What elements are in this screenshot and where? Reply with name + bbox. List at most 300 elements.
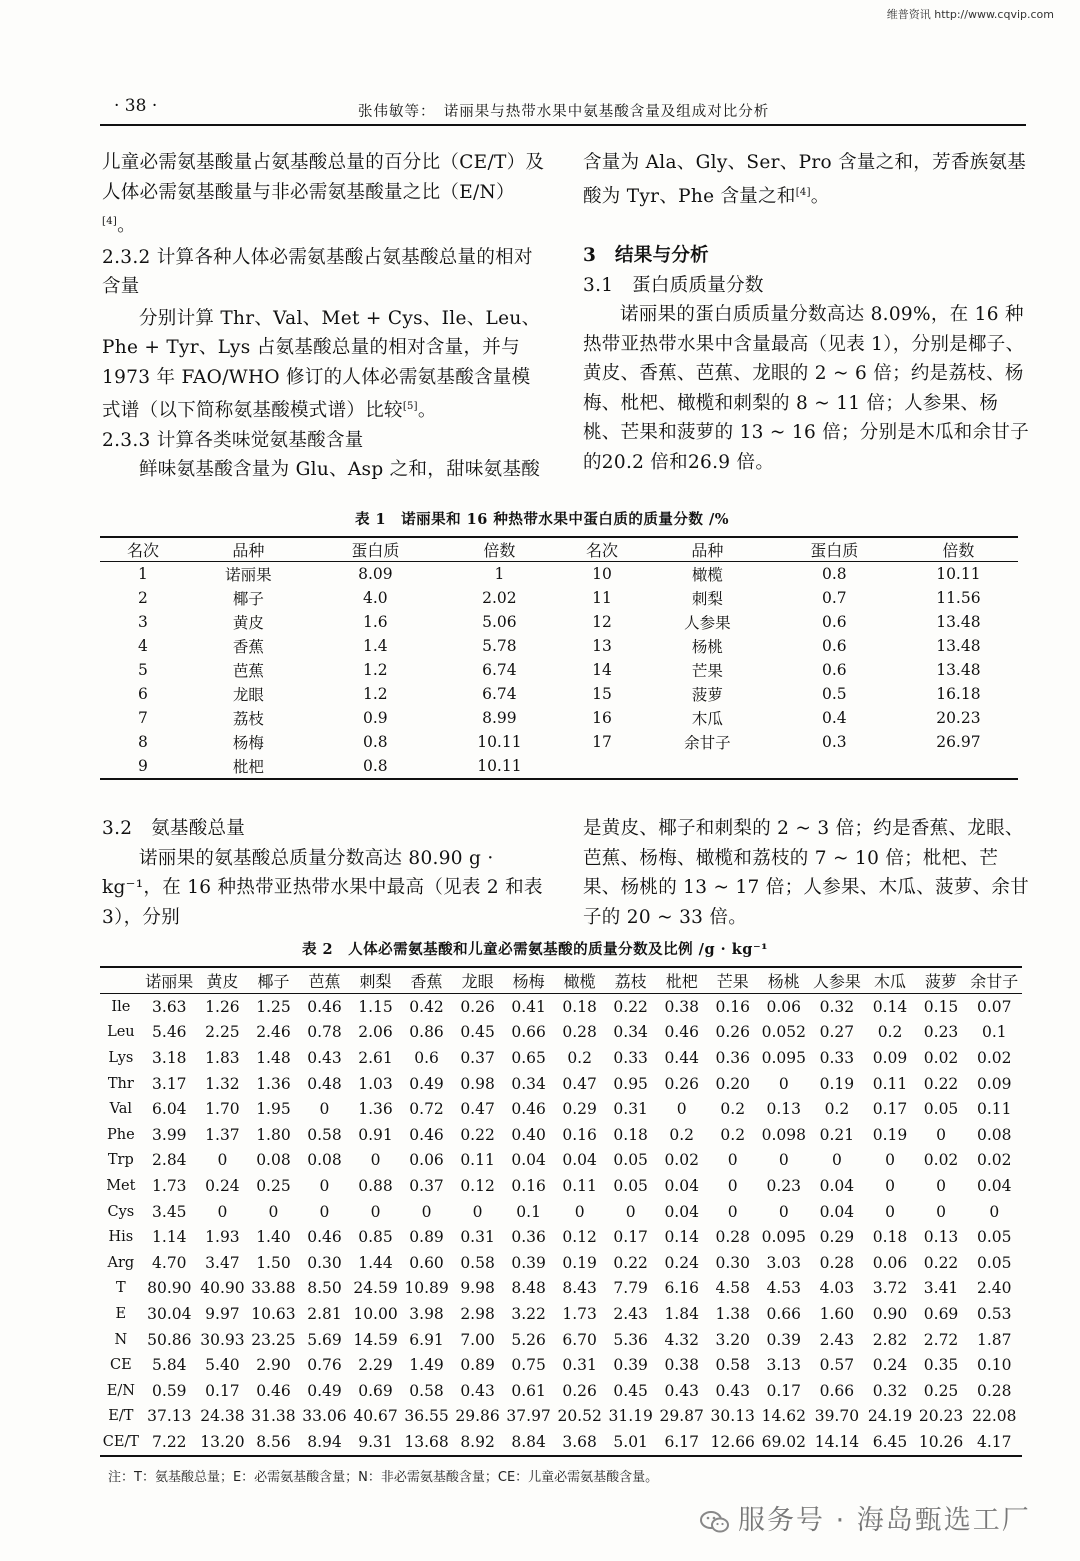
table2-header-cell: 枇杷 bbox=[656, 967, 707, 994]
table2-row-label: E/T bbox=[108, 1408, 134, 1425]
table2-cell: 3.22 bbox=[511, 1304, 546, 1323]
table2-cell: 0.2 bbox=[877, 1023, 903, 1042]
table2-cell: 0.39 bbox=[613, 1356, 648, 1375]
table1-cell: 10.11 bbox=[477, 757, 522, 775]
table1-cell: 13.48 bbox=[936, 661, 981, 679]
table2-cell: 0.69 bbox=[358, 1381, 393, 1400]
table2-cell: 0.76 bbox=[307, 1356, 342, 1375]
table2-cell: 6.91 bbox=[409, 1330, 444, 1349]
table2-cell: 0.46 bbox=[664, 1023, 699, 1042]
running-title: 张伟敏等： 诺丽果与热带水果中氨基酸含量及组成对比分析 bbox=[358, 104, 770, 120]
table2-cell: 0.11 bbox=[562, 1176, 597, 1195]
table2-cell: 5.01 bbox=[613, 1432, 648, 1451]
table2-cell: 1.15 bbox=[358, 997, 393, 1016]
table2-cell: 0 bbox=[885, 1151, 895, 1170]
table2-cell: 6.45 bbox=[872, 1432, 908, 1451]
table2-cell: 3.63 bbox=[152, 997, 187, 1016]
table2-cell: 0.37 bbox=[460, 1048, 495, 1067]
table2-cell: 0.40 bbox=[511, 1125, 546, 1144]
table2-cell: 0 bbox=[319, 1202, 330, 1221]
table2-cell: 0.09 bbox=[872, 1048, 908, 1067]
table2-cell: 0.25 bbox=[923, 1381, 959, 1400]
table2-cell: 0.18 bbox=[872, 1228, 908, 1247]
table2-cell: 0.17 bbox=[613, 1228, 648, 1247]
table1-cell: 6.74 bbox=[482, 685, 517, 703]
table2-cell: 0.08 bbox=[307, 1151, 342, 1170]
table2-cell: 1.73 bbox=[152, 1176, 187, 1195]
table1-cell bbox=[770, 754, 899, 779]
table1-cell: 黄皮 bbox=[232, 614, 264, 632]
table2-cell: 0.24 bbox=[664, 1253, 699, 1272]
table2-cell: 40.90 bbox=[200, 1279, 245, 1298]
table2-cell: 0.11 bbox=[977, 1100, 1012, 1119]
table2-cell: 3.03 bbox=[766, 1253, 802, 1272]
section-3-2-left bbox=[102, 814, 548, 932]
table2-cell: 0.26 bbox=[664, 1074, 699, 1093]
table1-cell: 5 bbox=[138, 661, 148, 679]
table2-cell: 0.06 bbox=[766, 997, 802, 1016]
table2-cell: 0.65 bbox=[511, 1048, 546, 1067]
citation: [4] bbox=[795, 186, 811, 198]
table2-cell: 6.04 bbox=[152, 1100, 187, 1119]
table2-cell: 0.47 bbox=[562, 1074, 597, 1093]
table2-cell: 0.43 bbox=[715, 1381, 750, 1400]
table2-cell: 0.05 bbox=[977, 1228, 1012, 1247]
table2 bbox=[100, 966, 1022, 1457]
table2-row bbox=[100, 994, 1022, 1020]
table2-cell: 39.70 bbox=[814, 1407, 860, 1426]
table2-cell: 0 bbox=[574, 1202, 585, 1221]
table2-cell: 0.90 bbox=[872, 1304, 908, 1323]
table2-cell: 0.72 bbox=[409, 1100, 444, 1119]
table1-cell: 8.09 bbox=[358, 565, 393, 583]
table1-cell: 10 bbox=[592, 565, 612, 583]
citation: [5] bbox=[402, 401, 418, 413]
table2-cell: 0.47 bbox=[460, 1100, 495, 1119]
table1-cell: 0.6 bbox=[821, 661, 847, 679]
table2-cell: 0.98 bbox=[460, 1074, 495, 1093]
table2-cell: 0.38 bbox=[664, 1356, 699, 1375]
table2-cell: 24.38 bbox=[200, 1407, 245, 1426]
table2-cell: 0.08 bbox=[256, 1151, 291, 1170]
table2-cell: 1.25 bbox=[256, 997, 291, 1016]
table2-cell: 0.46 bbox=[511, 1100, 546, 1119]
table2-cell: 0.85 bbox=[358, 1228, 393, 1247]
table1-cell: 人参果 bbox=[684, 614, 731, 632]
table1-cell: 0.6 bbox=[821, 613, 847, 631]
table2-row bbox=[100, 1096, 1022, 1122]
table2-cell: 0 bbox=[319, 1100, 330, 1119]
table1-cell: 2 bbox=[138, 589, 148, 607]
table2-row-label: E bbox=[115, 1305, 127, 1322]
table2-header-cell: 刺梨 bbox=[350, 967, 401, 994]
brand-label: 服务号 · 海岛甄选工厂 bbox=[738, 1505, 1031, 1536]
table2-cell: 0.43 bbox=[664, 1381, 699, 1400]
table2-cell: 0.26 bbox=[715, 1023, 750, 1042]
table2-cell: 7.00 bbox=[460, 1330, 495, 1349]
table2-header-cell: 荔枝 bbox=[605, 967, 656, 994]
table1-row bbox=[100, 610, 1018, 634]
table1-cell: 3 bbox=[138, 613, 148, 631]
table2-cell: 0.46 bbox=[307, 1228, 342, 1247]
table2-row bbox=[100, 1301, 1022, 1327]
table2-row bbox=[100, 1352, 1022, 1378]
subsection-heading: 2.3.3 计算各类味觉氨基酸含量 bbox=[102, 429, 364, 451]
table1-header-cell: 蛋白质 bbox=[311, 537, 440, 562]
table2-cell: 0.21 bbox=[819, 1125, 855, 1144]
table2-row bbox=[100, 1429, 1022, 1456]
table1-cell: 16 bbox=[592, 709, 612, 727]
table1-cell: 木瓜 bbox=[691, 710, 723, 728]
table2-cell: 0.04 bbox=[819, 1202, 855, 1221]
table2-cell: 0.19 bbox=[819, 1074, 855, 1093]
subsection-heading: 3.1 蛋白质质量分数 bbox=[583, 274, 764, 296]
table2-cell: 0.04 bbox=[562, 1151, 597, 1170]
table2-cell: 31.38 bbox=[251, 1407, 296, 1426]
table2-cell: 30.13 bbox=[710, 1407, 755, 1426]
table2-cell: 0 bbox=[217, 1151, 228, 1170]
table2-cell: 0.17 bbox=[766, 1381, 802, 1400]
table2-cell: 5.69 bbox=[307, 1330, 342, 1349]
table1-cell: 13.48 bbox=[936, 613, 981, 631]
table2-cell: 0.13 bbox=[766, 1100, 802, 1119]
table2-header-cell: 木瓜 bbox=[865, 967, 916, 994]
paragraph: 含量为 Ala、Gly、Ser、Pro 含量之和，芳香族氨基酸为 Tyr、Phe 含量之和[4]。 bbox=[583, 152, 1027, 207]
table1-cell: 2.02 bbox=[482, 589, 517, 607]
table2-cell: 0.28 bbox=[819, 1253, 855, 1272]
table2-cell: 0.31 bbox=[460, 1228, 495, 1247]
table2-cell: 0.48 bbox=[307, 1074, 342, 1093]
table2-cell: 0.04 bbox=[977, 1176, 1012, 1195]
table2-cell: 10.63 bbox=[251, 1304, 296, 1323]
table2-cell: 0.46 bbox=[409, 1125, 444, 1144]
table2-cell: 0.25 bbox=[256, 1176, 291, 1195]
table2-cell: 0.24 bbox=[205, 1176, 240, 1195]
table2-cell: 2.61 bbox=[358, 1048, 393, 1067]
table2-cell: 0 bbox=[885, 1202, 895, 1221]
table2-cell: 0.13 bbox=[923, 1228, 959, 1247]
table2-cell: 3.41 bbox=[923, 1279, 959, 1298]
table2-cell: 1.44 bbox=[358, 1253, 393, 1272]
table1-cell: 橄榄 bbox=[691, 566, 723, 584]
table2-cell: 0.44 bbox=[664, 1048, 699, 1067]
table2-cell: 2.06 bbox=[358, 1023, 393, 1042]
table2-caption: 表 2 人体必需氨基酸和儿童必需氨基酸的质量分数及比例 /g · kg⁻¹ bbox=[302, 941, 768, 958]
table2-cell: 0.36 bbox=[511, 1228, 546, 1247]
table2-cell: 1.37 bbox=[205, 1125, 240, 1144]
table2-cell: 0.10 bbox=[977, 1356, 1012, 1375]
table2-cell: 0.31 bbox=[613, 1100, 648, 1119]
table2-cell: 7.79 bbox=[613, 1279, 648, 1298]
table2-cell: 0.28 bbox=[562, 1023, 597, 1042]
table2-cell: 0.46 bbox=[307, 997, 342, 1016]
table2-cell: 0.61 bbox=[511, 1381, 546, 1400]
table1-cell: 13.48 bbox=[936, 637, 981, 655]
table2-cell: 0.45 bbox=[613, 1381, 648, 1400]
table2-cell: 0.11 bbox=[872, 1074, 908, 1093]
table2-cell: 13.68 bbox=[404, 1432, 449, 1451]
table2-cell: 0.29 bbox=[562, 1100, 597, 1119]
table2-cell: 0.05 bbox=[613, 1176, 648, 1195]
table2-cell: 0.6 bbox=[414, 1048, 439, 1067]
table2-cell: 0.2 bbox=[669, 1125, 695, 1144]
table2-cell: 33.88 bbox=[251, 1279, 296, 1298]
table2-cell: 0.66 bbox=[819, 1381, 855, 1400]
table2-cell: 0.31 bbox=[562, 1356, 597, 1375]
table1-cell bbox=[899, 754, 1018, 779]
table1-row bbox=[100, 754, 1018, 779]
table2-cell: 0.43 bbox=[307, 1048, 342, 1067]
table2-cell: 0.39 bbox=[511, 1253, 546, 1272]
table1-row bbox=[100, 586, 1018, 610]
table2-cell: 0.59 bbox=[152, 1381, 187, 1400]
table1-cell: 8.99 bbox=[482, 709, 517, 727]
table2-cell: 0.04 bbox=[511, 1151, 546, 1170]
table2-cell: 0.19 bbox=[872, 1125, 908, 1144]
paragraph: 鲜味氨基酸含量为 Glu、Asp 之和，甜味氨基酸 bbox=[139, 459, 541, 481]
table2-cell: 0.89 bbox=[460, 1356, 495, 1375]
table1-cell: 1.2 bbox=[363, 661, 388, 679]
table2-row-label: CE/T bbox=[102, 1433, 139, 1450]
table1-cell: 0.8 bbox=[363, 733, 388, 751]
table1-cell: 刺梨 bbox=[691, 590, 723, 608]
table1-cell: 7 bbox=[138, 709, 148, 727]
table2-header-cell: 余甘子 bbox=[967, 967, 1022, 994]
table2-cell: 0.1 bbox=[981, 1023, 1007, 1042]
table2-cell: 0.66 bbox=[766, 1304, 802, 1323]
table2-row-label: Met bbox=[106, 1177, 136, 1194]
table2-cell: 36.55 bbox=[404, 1407, 449, 1426]
table2-cell: 0.2 bbox=[720, 1125, 746, 1144]
table1-cell: 4.0 bbox=[363, 589, 388, 607]
table2-row bbox=[100, 1020, 1022, 1046]
table2-cell: 4.58 bbox=[715, 1279, 750, 1298]
section-heading: 3 结果与分析 bbox=[583, 245, 709, 267]
table2-cell: 0.27 bbox=[819, 1023, 855, 1042]
table2-header-cell: 香蕉 bbox=[401, 967, 452, 994]
table1-cell: 0.3 bbox=[821, 733, 847, 751]
table2-cell: 0.02 bbox=[977, 1048, 1012, 1067]
table2-cell: 0.17 bbox=[872, 1100, 908, 1119]
table1-cell: 芒果 bbox=[691, 662, 723, 680]
table2-cell: 3.68 bbox=[562, 1432, 597, 1451]
table1-cell: 4 bbox=[138, 637, 148, 655]
table2-cell: 0 bbox=[727, 1202, 738, 1221]
table2-cell: 0.02 bbox=[923, 1048, 959, 1067]
table2-cell: 0.22 bbox=[613, 997, 648, 1016]
table2-header-cell bbox=[100, 967, 142, 994]
table2-row bbox=[100, 1404, 1022, 1430]
page-header bbox=[100, 96, 1026, 126]
table2-cell: 0.45 bbox=[460, 1023, 495, 1042]
table2-cell: 0.02 bbox=[664, 1151, 699, 1170]
table2-cell: 6.16 bbox=[664, 1279, 699, 1298]
table2-cell: 0.46 bbox=[256, 1381, 291, 1400]
table2-cell: 3.98 bbox=[409, 1304, 444, 1323]
table2-cell: 0.24 bbox=[872, 1356, 908, 1375]
table2-cell: 8.43 bbox=[562, 1279, 597, 1298]
table2-cell: 0.2 bbox=[567, 1048, 592, 1067]
table2-header-cell: 椰子 bbox=[248, 967, 299, 994]
table2-cell: 13.20 bbox=[200, 1432, 245, 1451]
table2-cell: 0 bbox=[831, 1151, 842, 1170]
table2-cell: 0.05 bbox=[923, 1100, 959, 1119]
table2-cell: 1.32 bbox=[205, 1074, 240, 1093]
table2-cell: 8.56 bbox=[256, 1432, 291, 1451]
table2-cell: 2.43 bbox=[819, 1330, 855, 1349]
table2-cell: 0.17 bbox=[205, 1381, 240, 1400]
table1-cell: 12 bbox=[592, 613, 612, 631]
table2-cell: 0 bbox=[936, 1176, 946, 1195]
table2-cell: 4.70 bbox=[152, 1253, 187, 1272]
table2-cell: 0.22 bbox=[613, 1253, 648, 1272]
table2-cell: 2.29 bbox=[358, 1356, 393, 1375]
table2-row bbox=[100, 1173, 1022, 1199]
table2-row-label: E/N bbox=[106, 1382, 135, 1399]
table2-cell: 9.31 bbox=[358, 1432, 393, 1451]
table2-header-cell: 橄榄 bbox=[554, 967, 605, 994]
table2-cell: 0.08 bbox=[977, 1125, 1012, 1144]
table2-cell: 6.17 bbox=[664, 1432, 699, 1451]
table2-cell: 1.84 bbox=[664, 1304, 699, 1323]
table2-cell: 2.90 bbox=[256, 1356, 291, 1375]
table2-cell: 2.98 bbox=[460, 1304, 495, 1323]
table2-cell: 0 bbox=[936, 1202, 946, 1221]
table1-cell: 1.4 bbox=[363, 637, 388, 655]
table2-cell: 14.62 bbox=[761, 1407, 806, 1426]
table2-cell: 1.14 bbox=[152, 1228, 187, 1247]
table2-cell: 0.41 bbox=[511, 997, 546, 1016]
paragraph: 分别计算 Thr、Val、Met + Cys、Ile、Leu、Phe + Tyr、Lys 占氨基酸总量的相对含量，并与 1973 年 FAO/WHO 修订的人体必需氨基酸含量模式谱（以下简称氨基酸模式谱）比较[5]。 bbox=[102, 307, 541, 422]
table2-cell: 0.34 bbox=[511, 1074, 546, 1093]
table2-cell: 0.02 bbox=[977, 1151, 1012, 1170]
table2-cell: 0 bbox=[625, 1202, 636, 1221]
table2-cell: 0.18 bbox=[562, 997, 597, 1016]
table2-cell: 1.80 bbox=[256, 1125, 291, 1144]
table1-cell: 0.4 bbox=[821, 709, 847, 727]
table1-cell: 诺丽果 bbox=[225, 566, 272, 584]
section-3-2-right bbox=[583, 814, 1029, 932]
table2-cell: 1.36 bbox=[358, 1100, 393, 1119]
brand-footer bbox=[700, 1498, 1031, 1537]
table2-cell: 0 bbox=[370, 1202, 381, 1221]
table2-cell: 80.90 bbox=[147, 1279, 192, 1298]
table1-cell: 芭蕉 bbox=[232, 662, 264, 680]
table2-cell: 0.58 bbox=[307, 1125, 342, 1144]
table2-cell: 0.16 bbox=[715, 997, 750, 1016]
table1-header-cell: 品种 bbox=[645, 537, 770, 562]
table1-cell: 荔枝 bbox=[232, 710, 264, 728]
table2-row bbox=[100, 1327, 1022, 1353]
table2-row bbox=[100, 1122, 1022, 1148]
table2-header-cell: 黄皮 bbox=[197, 967, 248, 994]
table2-cell: 0.05 bbox=[613, 1151, 648, 1170]
table2-cell: 0.2 bbox=[720, 1100, 746, 1119]
table2-cell: 23.25 bbox=[251, 1330, 296, 1349]
table2-cell: 0 bbox=[217, 1202, 228, 1221]
table2-cell: 0 bbox=[472, 1202, 483, 1221]
table2-cell: 0.04 bbox=[664, 1202, 699, 1221]
table1-cell: 1.6 bbox=[363, 613, 388, 631]
table2-cell: 0.16 bbox=[511, 1176, 546, 1195]
table2-cell: 1.70 bbox=[205, 1100, 240, 1119]
table2-row bbox=[100, 1199, 1022, 1225]
table2-row-label: Lys bbox=[108, 1049, 134, 1066]
table2-cell: 0.91 bbox=[358, 1125, 393, 1144]
table2-cell: 40.67 bbox=[353, 1407, 398, 1426]
table2-row-label: Phe bbox=[107, 1126, 135, 1143]
table1-cell: 0.7 bbox=[821, 589, 847, 607]
table2-cell: 30.93 bbox=[200, 1330, 245, 1349]
table1-cell: 20.23 bbox=[936, 709, 981, 727]
table2-cell: 0.33 bbox=[613, 1048, 648, 1067]
table1-cell: 16.18 bbox=[936, 685, 981, 703]
table2-cell: 3.45 bbox=[152, 1202, 187, 1221]
table2-cell: 0.23 bbox=[923, 1023, 959, 1042]
table2-cell: 0.28 bbox=[715, 1228, 750, 1247]
table2-cell: 10.89 bbox=[404, 1279, 449, 1298]
table2-cell: 14.14 bbox=[814, 1432, 860, 1451]
table2-header-cell: 人参果 bbox=[809, 967, 864, 994]
table1-cell: 1 bbox=[138, 565, 148, 583]
table1-header-cell: 倍数 bbox=[440, 537, 559, 562]
table2-header-cell: 芭蕉 bbox=[299, 967, 350, 994]
table2-cell: 0.14 bbox=[664, 1228, 699, 1247]
table2-cell: 0.09 bbox=[977, 1074, 1012, 1093]
table2-cell: 2.25 bbox=[205, 1023, 240, 1042]
table2-cell: 0.23 bbox=[766, 1176, 802, 1195]
table2-header-cell: 菠萝 bbox=[916, 967, 967, 994]
table2-cell: 0.58 bbox=[460, 1253, 495, 1272]
paragraph: 儿童必需氨基酸量占氨基酸总量的百分比（CE/T）及人体必需氨基酸量与非必需氨基酸量之比（E/N）[4]。 bbox=[102, 152, 545, 237]
table2-cell: 0.22 bbox=[923, 1253, 959, 1272]
table2-cell: 2.43 bbox=[613, 1304, 648, 1323]
table1-header-cell: 倍数 bbox=[899, 537, 1018, 562]
table1-cell: 香蕉 bbox=[232, 638, 264, 656]
table2-cell: 0 bbox=[727, 1176, 738, 1195]
table1-cell: 5.78 bbox=[482, 637, 517, 655]
table2-cell: 0.89 bbox=[409, 1228, 444, 1247]
table2-cell: 0 bbox=[778, 1151, 789, 1170]
table2-cell: 4.03 bbox=[819, 1279, 855, 1298]
table2-cell: 0.052 bbox=[761, 1023, 806, 1042]
table2-cell: 5.26 bbox=[511, 1330, 546, 1349]
table2-row-label: His bbox=[108, 1229, 134, 1246]
table2-cell: 0 bbox=[268, 1202, 279, 1221]
table2-cell: 1.49 bbox=[409, 1356, 444, 1375]
table2-cell: 24.59 bbox=[353, 1279, 398, 1298]
table2-row-label: Cys bbox=[107, 1203, 135, 1220]
table1-header-cell: 蛋白质 bbox=[770, 537, 899, 562]
table1 bbox=[100, 536, 1018, 780]
table2-cell: 0.66 bbox=[511, 1023, 546, 1042]
table2-cell: 4.17 bbox=[977, 1432, 1012, 1451]
table2-cell: 0.04 bbox=[819, 1176, 855, 1195]
table1-cell: 10.11 bbox=[936, 565, 981, 583]
table2-cell: 2.84 bbox=[152, 1151, 187, 1170]
table2-cell: 29.87 bbox=[659, 1407, 704, 1426]
table2-cell: 4.32 bbox=[664, 1330, 699, 1349]
table2-cell: 0.43 bbox=[460, 1381, 495, 1400]
table1-cell bbox=[645, 754, 770, 779]
left-column bbox=[102, 148, 548, 485]
table2-cell: 0 bbox=[778, 1074, 789, 1093]
table2-cell: 2.81 bbox=[307, 1304, 342, 1323]
table2-cell: 3.17 bbox=[152, 1074, 187, 1093]
table2-cell: 33.06 bbox=[302, 1407, 347, 1426]
table1-cell: 1.2 bbox=[363, 685, 388, 703]
table1-cell: 余甘子 bbox=[684, 734, 731, 752]
